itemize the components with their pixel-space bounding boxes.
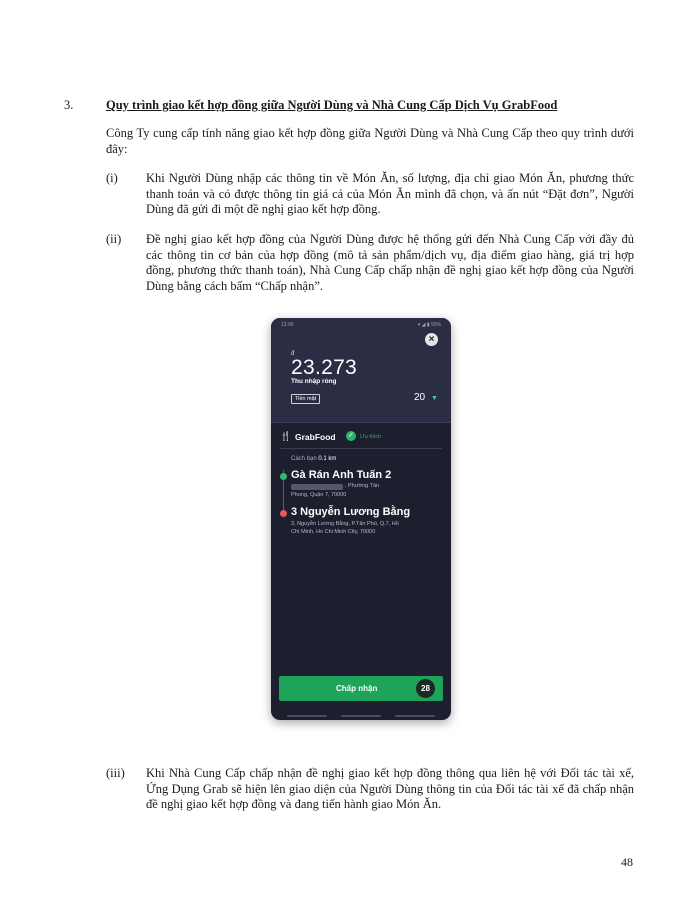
close-icon[interactable]: × xyxy=(425,333,438,346)
distance-value: 0.1 km xyxy=(318,456,337,462)
accept-label: Chấp nhận xyxy=(336,684,378,693)
item-text-i: Khi Người Dùng nhập các thông tin về Món Ăn, số lượng, địa chỉ giao Món Ăn, phương thức thanh toán và có được thông tin giá cả của Món Ăn mình đã chọn, và ấn nút “Đặt đơn”, Người Dùng đã gửi đi một đề nghị giao kết hợp đồng. xyxy=(146,171,634,216)
item-text-ii: Đề nghị giao kết hợp đồng của Người Dùng được hệ thống gửi đến Nhà Cung Cấp với đầy đủ các thông tin cơ bản của hợp đồng (mô tả sản phẩm/dịch vụ, địa điểm giao hàng, giá trị hợp đồng, phương thức thanh toán), Nhà Cung Cấp chấp nhận đề nghị giao kết hợp đồng của Người Dùng bằng cách bấm “Chấp nhận”. xyxy=(146,232,634,293)
pickup-address-line1: , Phường Tân xyxy=(345,483,380,489)
pickup-marker-icon xyxy=(280,473,287,480)
driver-app-screenshot xyxy=(271,318,451,720)
cutlery-icon: 🍴 xyxy=(280,431,292,441)
item-label-i: (i) xyxy=(106,171,118,185)
gem-icon: ▼ xyxy=(431,395,438,402)
item-label-ii: (ii) xyxy=(106,232,122,246)
currency-symbol: đ xyxy=(291,351,295,357)
nav-segment xyxy=(395,715,435,717)
section-number: 3. xyxy=(64,98,74,112)
dropoff-address-line1: 3, Nguyễn Lương Bằng, P.Tân Phú, Q.7, Hồ xyxy=(291,521,399,527)
accept-button[interactable] xyxy=(279,676,443,701)
dropoff-name: 3 Nguyễn Lương Bằng xyxy=(291,506,411,518)
page-number: 48 xyxy=(621,855,633,869)
countdown-timer: 28 xyxy=(416,679,435,698)
section-intro: Công Ty cung cấp tính năng giao kết hợp đồng giữa Người Dùng và Nhà Cung Cấp theo quy trình dưới đây: xyxy=(106,126,634,156)
earnings-amount: 23.273 xyxy=(291,356,358,379)
payment-method-badge: Tiền mặt xyxy=(291,394,320,404)
divider xyxy=(271,422,451,423)
points-value: 20 xyxy=(414,392,426,403)
net-income-label: Thu nhập ròng xyxy=(291,378,337,385)
service-name: GrabFood xyxy=(295,432,336,442)
favorite-label: Ưu thích xyxy=(360,434,382,440)
check-icon: ✓ xyxy=(346,431,356,441)
status-bar xyxy=(271,318,451,332)
status-icons: ▾ ◢ ▮ 93% xyxy=(417,322,441,328)
section-title: Quy trình giao kết hợp đồng giữa Người Dùng và Nhà Cung Cấp Dịch Vụ GrabFood xyxy=(106,98,558,112)
item-label-iii: (iii) xyxy=(106,766,125,780)
redacted-address xyxy=(291,484,343,490)
dropoff-address-line2: Chí Minh, Ho Chi Minh City, 70000 xyxy=(291,529,376,535)
status-time: 12:00 xyxy=(281,322,294,328)
distance-text xyxy=(291,456,336,462)
navigation-bar xyxy=(271,714,451,720)
distance-prefix: Cách bạn xyxy=(291,456,319,462)
divider xyxy=(280,448,442,449)
item-text-iii: Khi Nhà Cung Cấp chấp nhận đề nghị giao kết hợp đồng thông qua liên hệ với Đối tác tài xế, Ứng Dụng Grab sẽ hiện lên giao diện của Người Dùng thông tin của Đối tác tài xế đã chấp nhận đề nghị giao kết hợp đồng và đang tiến hành giao Món Ăn. xyxy=(146,766,634,811)
nav-segment xyxy=(287,715,327,717)
dropoff-marker-icon xyxy=(280,510,287,517)
nav-segment xyxy=(341,715,381,717)
pickup-address-line2: Phong, Quận 7, 70000 xyxy=(291,492,347,498)
pickup-name: Gà Rán Anh Tuấn 2 xyxy=(291,469,392,481)
